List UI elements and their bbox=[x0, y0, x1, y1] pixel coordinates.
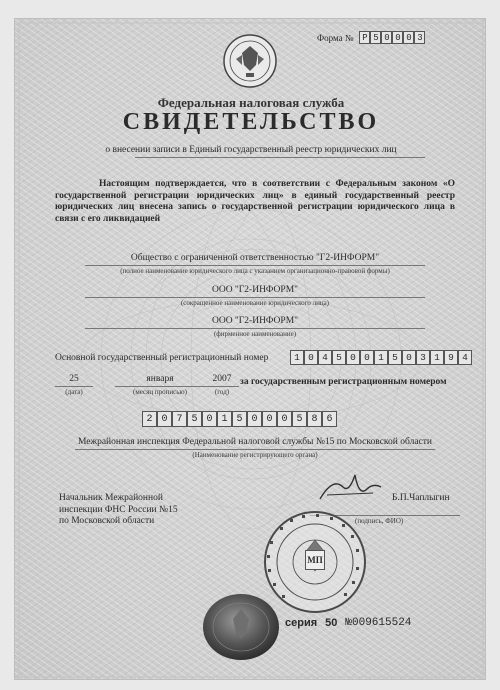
certification-paragraph: Настоящим подтверждается, что в соответствии с Федеральным законом «О государственной регистрации юридических лиц» в единый государственный реестр юридических лиц внесена запись о государственной регистрации юридического лица в связи с его ликвидацией bbox=[55, 179, 455, 224]
ogrn-digit: 1 bbox=[290, 350, 304, 365]
form-number-digit: 0 bbox=[392, 31, 403, 44]
short-name-caption: (сокращенное наименование юридического лица) bbox=[180, 299, 330, 307]
grn-digit: 7 bbox=[172, 411, 187, 427]
brand-name-value: ООО "Г2-ИНФОРМ" bbox=[211, 316, 299, 326]
full-name-value: Общество с ограниченной ответственностью "Г2-ИНФОРМ" bbox=[130, 253, 380, 263]
grn-digits bbox=[142, 411, 337, 427]
authority-line bbox=[75, 449, 435, 450]
signatory-position-line1: Начальник Межрайонной bbox=[59, 493, 163, 503]
short-name-value: ООО "Г2-ИНФОРМ" bbox=[211, 285, 299, 295]
date-year: 2007 bbox=[205, 374, 239, 387]
form-number-digits bbox=[359, 31, 425, 44]
date-day-caption: (дата) bbox=[65, 388, 83, 396]
grn-digit: 1 bbox=[217, 411, 232, 427]
ogrn-digit: 3 bbox=[416, 350, 430, 365]
series-label: серия bbox=[285, 617, 318, 629]
document-title: СВИДЕТЕЛЬСТВО bbox=[122, 109, 380, 135]
form-number-label: Форма № bbox=[317, 32, 354, 43]
full-name-caption: (полное наименование юридического лица с указанием организационно-правовой формы) bbox=[120, 267, 390, 275]
ogrn-digit: 4 bbox=[458, 350, 472, 365]
grn-digit: 0 bbox=[157, 411, 172, 427]
ogrn-digit: 1 bbox=[430, 350, 444, 365]
form-number-digit: 5 bbox=[370, 31, 381, 44]
grn-digit: 8 bbox=[307, 411, 322, 427]
form-number-digit: 0 bbox=[403, 31, 414, 44]
short-name-line bbox=[85, 297, 425, 298]
grn-digit: 6 bbox=[322, 411, 337, 427]
form-number-digit: 0 bbox=[381, 31, 392, 44]
brand-name-line bbox=[85, 328, 425, 329]
signatory-position bbox=[59, 493, 178, 528]
grn-digit: 2 bbox=[142, 411, 157, 427]
form-number bbox=[317, 31, 425, 44]
ogrn-digit: 1 bbox=[374, 350, 388, 365]
stamp-mp-label: МП bbox=[305, 550, 325, 570]
full-name-line bbox=[85, 265, 425, 266]
form-number-digit: Р bbox=[359, 31, 370, 44]
brand-name-caption: (фирменное наименование) bbox=[213, 330, 297, 338]
ogrn-digits bbox=[290, 350, 472, 365]
subtitle-underline bbox=[135, 157, 425, 158]
grn-digit: 0 bbox=[247, 411, 262, 427]
blank-number: №009615524 bbox=[345, 617, 412, 629]
ogrn-label: Основной государственный регистрационный номер bbox=[55, 353, 269, 363]
certificate-sheet bbox=[14, 18, 486, 680]
signatory-position-line2: инспекции ФНС России №15 bbox=[59, 504, 178, 515]
handwritten-signature-icon bbox=[315, 467, 385, 507]
hologram-seal-icon bbox=[200, 591, 282, 663]
date-day: 25 bbox=[55, 374, 93, 387]
grn-digit: 0 bbox=[202, 411, 217, 427]
grn-digit: 5 bbox=[232, 411, 247, 427]
signature-caption: (подпись, ФИО) bbox=[355, 517, 404, 525]
ogrn-digit: 0 bbox=[360, 350, 374, 365]
ogrn-digit: 9 bbox=[444, 350, 458, 365]
ogrn-digit: 4 bbox=[318, 350, 332, 365]
signatory-position-line3: по Московской области bbox=[59, 516, 155, 526]
ogrn-digit: 0 bbox=[402, 350, 416, 365]
ogrn-digit: 0 bbox=[346, 350, 360, 365]
authority-value: Межрайонная инспекция Федеральной налоговой службы №15 по Московской области bbox=[77, 437, 433, 447]
date-year-caption: (год) bbox=[214, 388, 230, 396]
agency-name: Федеральная налоговая служба bbox=[157, 95, 345, 110]
grn-digit: 0 bbox=[277, 411, 292, 427]
grn-digit: 5 bbox=[187, 411, 202, 427]
grn-digit: 0 bbox=[262, 411, 277, 427]
date-month: января bbox=[115, 374, 205, 387]
blank-series-number bbox=[285, 617, 411, 629]
date-month-caption: (месяц прописью) bbox=[133, 388, 187, 396]
form-number-digit: 3 bbox=[414, 31, 425, 44]
document-subtitle: о внесении записи в Единый государственный реестр юридических лиц bbox=[105, 145, 397, 155]
ogrn-digit: 5 bbox=[388, 350, 402, 365]
authority-caption: (Наименование регистрирующего органа) bbox=[192, 451, 318, 459]
fns-emblem-icon bbox=[222, 31, 278, 91]
ogrn-digit: 5 bbox=[332, 350, 346, 365]
ogrn-digit: 0 bbox=[304, 350, 318, 365]
registration-number-label: за государственным регистрационным номером bbox=[240, 377, 447, 387]
grn-digit: 5 bbox=[292, 411, 307, 427]
series-value: 50 bbox=[325, 617, 338, 629]
signatory-name: Б.П.Чаплыгин bbox=[392, 493, 450, 503]
